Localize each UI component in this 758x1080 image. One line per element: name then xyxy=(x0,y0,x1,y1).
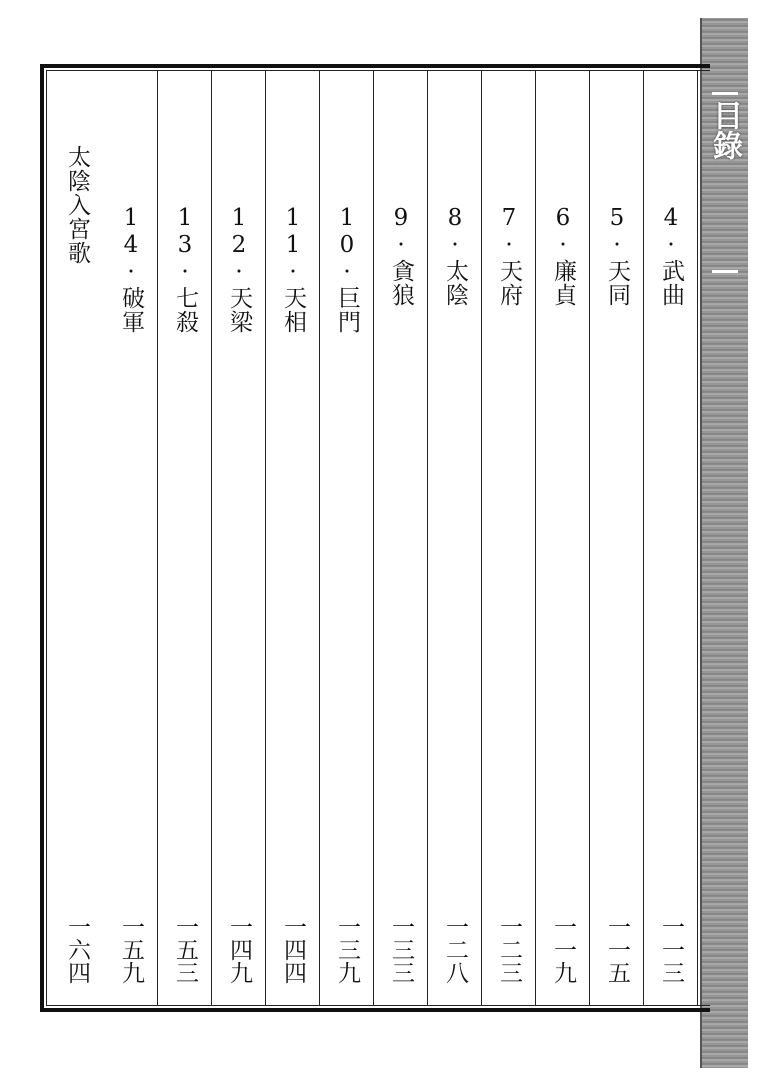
toc-entry-title[interactable]: 12·天梁 xyxy=(226,205,252,334)
toc-entry-page: 一三九 xyxy=(334,915,360,984)
toc-entry-title[interactable]: 8·太陰 xyxy=(442,205,468,307)
toc-entry-title[interactable]: 11·天相 xyxy=(280,205,306,334)
toc-entry-page: 一五三 xyxy=(172,915,198,984)
toc-entry-title[interactable]: 太陰入宮歌 xyxy=(64,145,90,265)
toc-entry-page: 一五九 xyxy=(118,915,144,984)
toc-entry-page: 一一三 xyxy=(658,915,684,984)
tab-rule-bottom xyxy=(712,270,738,273)
toc-entry-page: 一一九 xyxy=(550,915,576,984)
toc-entry-page: 一四四 xyxy=(280,915,306,984)
toc-entry-page: 一一五 xyxy=(604,915,630,984)
tab-rule-top xyxy=(712,92,738,95)
toc-entry-title[interactable]: 9·貪狼 xyxy=(388,205,414,307)
toc-entry-title[interactable]: 10·巨門 xyxy=(334,205,360,334)
toc-entry-page: 一三三 xyxy=(388,915,414,984)
toc-entry-page: 一六四 xyxy=(64,915,90,984)
toc-entry-title[interactable]: 6·廉貞 xyxy=(550,205,576,307)
toc-entry-page: 一二三 xyxy=(496,915,522,984)
toc-entry-title[interactable]: 13·七殺 xyxy=(172,205,198,334)
toc-entry-title[interactable]: 5·天同 xyxy=(604,205,630,307)
toc-entry-title[interactable]: 4·武曲 xyxy=(658,205,684,307)
toc-entry-title[interactable]: 7·天府 xyxy=(496,205,522,307)
toc-entry-title[interactable]: 14·破軍 xyxy=(118,205,144,334)
toc-entry-page: 一四九 xyxy=(226,915,252,984)
toc-entry-page: 一二八 xyxy=(442,915,468,984)
chapter-tab-label: 目錄 xyxy=(707,100,742,160)
